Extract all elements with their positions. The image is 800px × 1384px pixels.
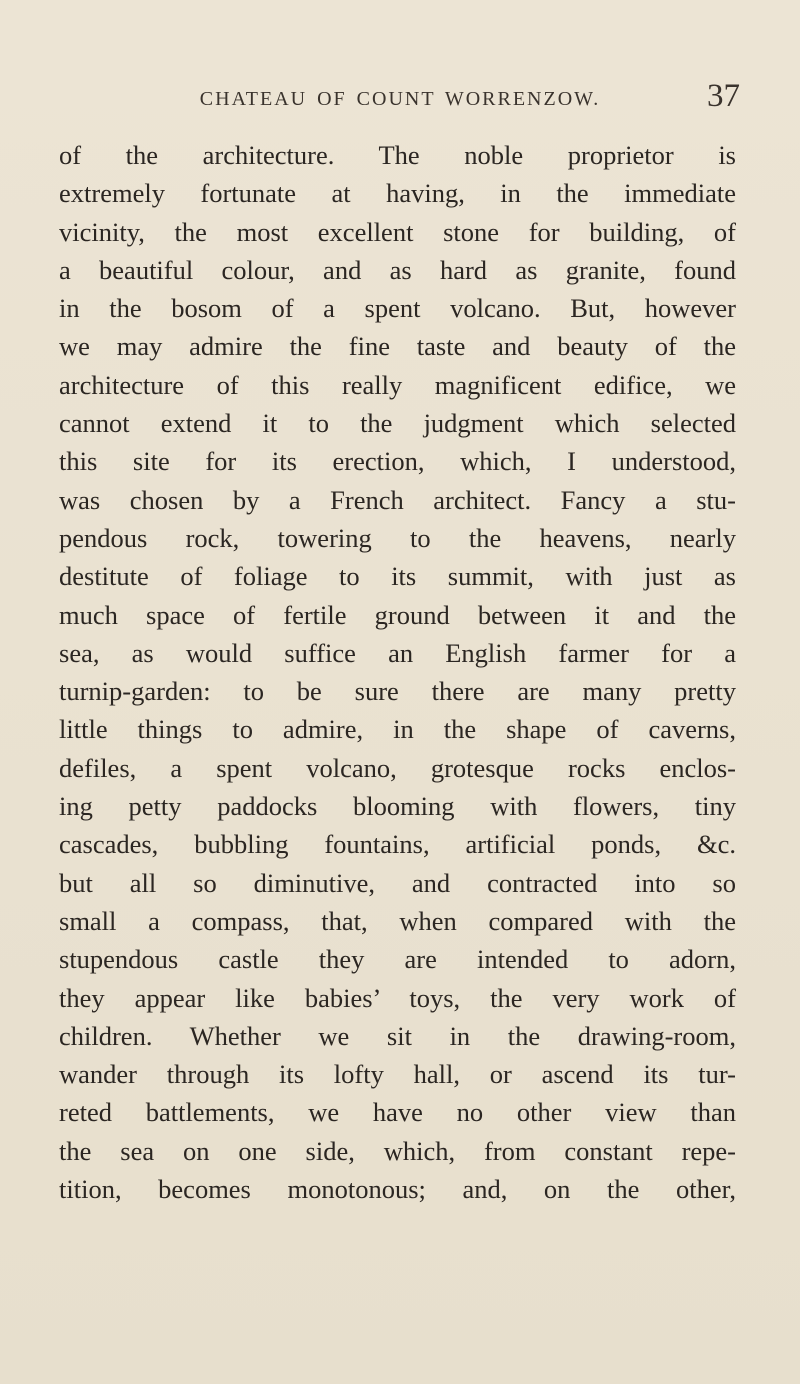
text-line: they appear like babies’ toys, the very work of [59,982,736,1013]
text-line: stupendous castle they are intended to adorn, [59,944,736,975]
running-title: CHATEAU OF COUNT WORRENZOW. [199,88,601,110]
body-text [59,136,736,1208]
text-line: turnip-garden: to be sure there are many pretty [59,676,736,707]
text-line: in the bosom of a spent volcano. But, however [59,293,736,324]
text-line: the sea on one side, which, from constant repe- [59,1135,736,1166]
text-line: we may admire the fine taste and beauty of the [59,331,736,362]
text-line: reted battlements, we have no other view than [59,1097,736,1128]
text-line: was chosen by a French architect. Fancy a stu- [59,484,736,515]
text-line: cannot extend it to the judgment which selected [59,408,736,439]
text-line: sea, as would suffice an English farmer for a [59,637,736,668]
text-line: children. Whether we sit in the drawing-room, [59,1020,736,1051]
text-line: architecture of this really magnificent edifice, we [59,369,736,400]
text-line: destitute of foliage to its summit, with just as [59,561,736,592]
running-head [60,78,740,118]
text-line: this site for its erection, which, I understood, [59,446,736,477]
text-line: of the architecture. The noble proprietor is [59,140,736,170]
text-line: vicinity, the most excellent stone for building, of [59,216,736,247]
text-line: wander through its lofty hall, or ascend its tur- [59,1059,736,1090]
text-line: but all so diminutive, and contracted into so [59,867,736,898]
text-line: pendous rock, towering to the heavens, nearly [59,522,736,553]
page-number: 37 [707,78,740,114]
text-line: cascades, bubbling fountains, artificial ponds, &c. [59,829,736,860]
text-line: tition, becomes monotonous; and, on the other, [59,1174,736,1205]
text-line: extremely fortunate at having, in the immediate [59,178,736,209]
text-line: much space of fertile ground between it and the [59,599,736,630]
text-line: small a compass, that, when compared with the [59,905,736,936]
text-line: defiles, a spent volcano, grotesque rocks enclos- [59,752,736,783]
text-line: a beautiful colour, and as hard as granite, found [59,254,736,285]
text-line: ing petty paddocks blooming with flowers, tiny [59,791,736,822]
text-line: little things to admire, in the shape of caverns, [59,714,736,745]
